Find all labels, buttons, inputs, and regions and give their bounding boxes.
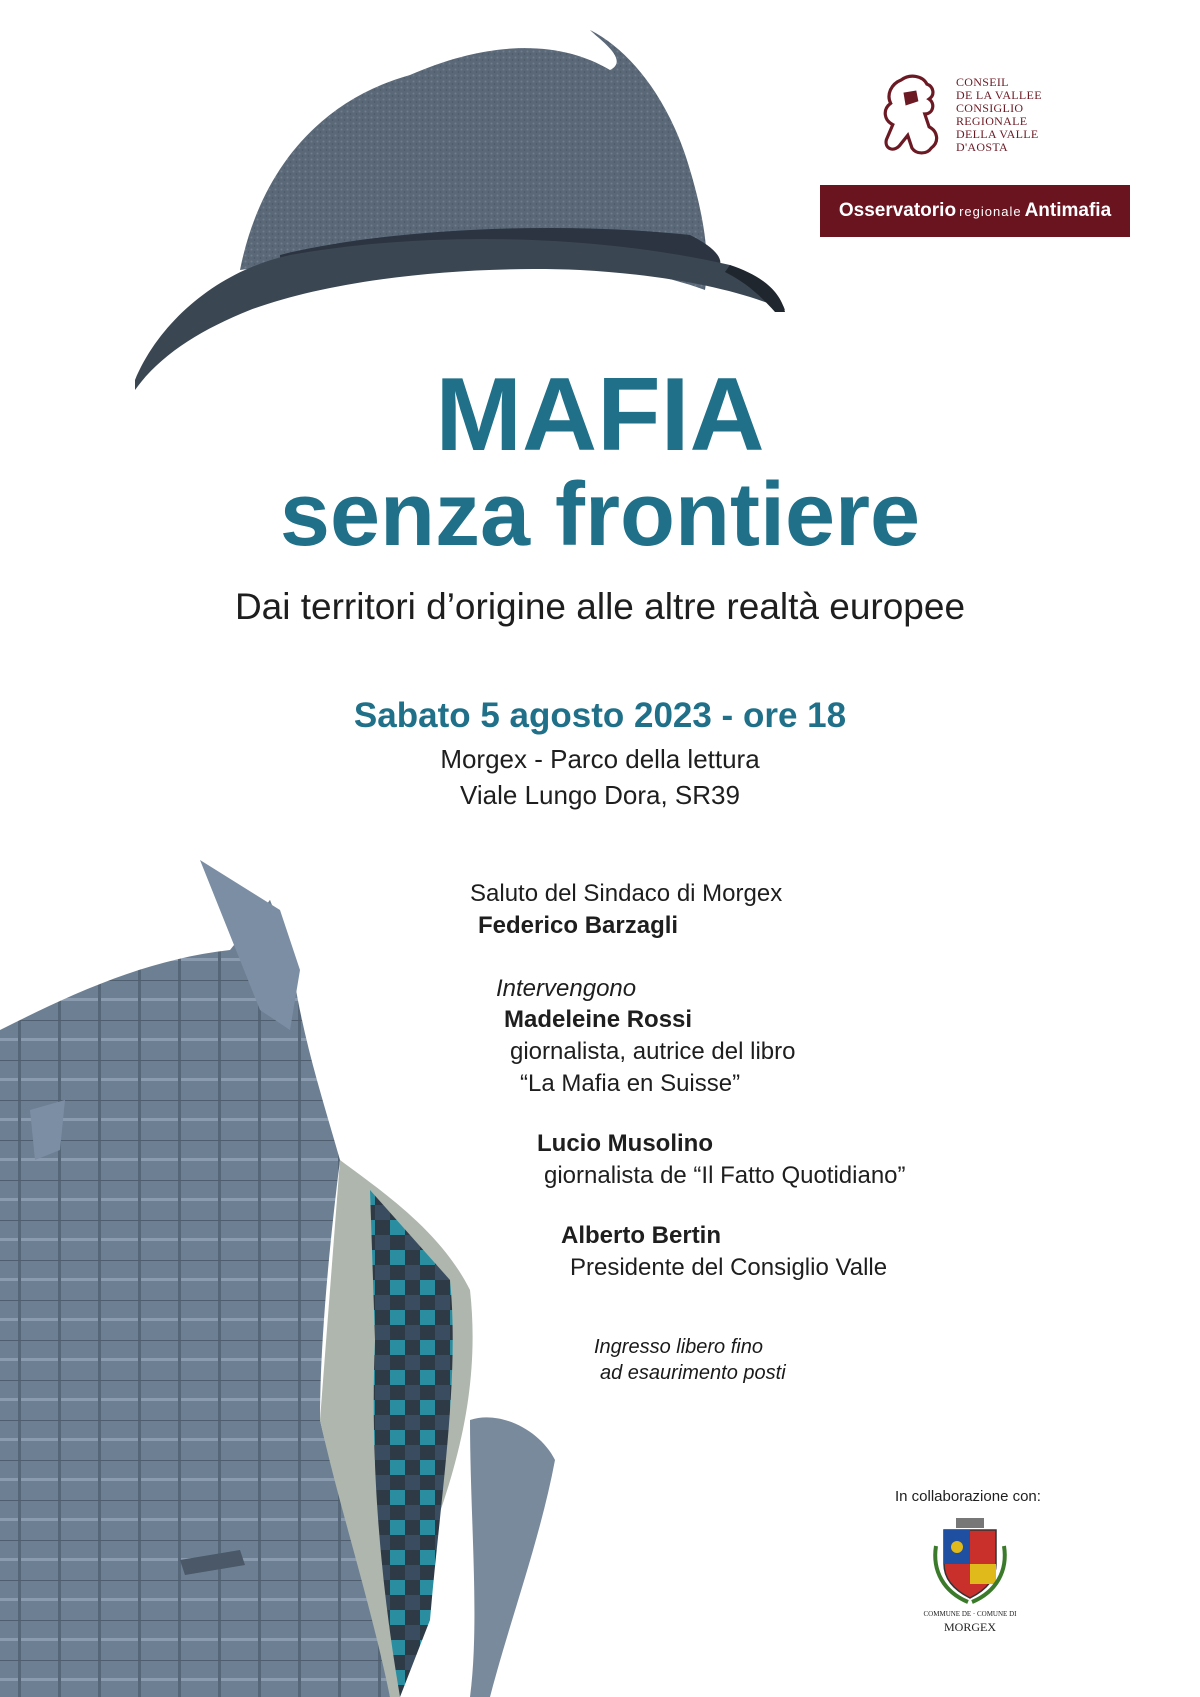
council-line-3: CONSIGLIO bbox=[956, 101, 1024, 115]
observatory-word-3: Antimafia bbox=[1024, 200, 1112, 221]
collaboration-label: In collaborazione con: bbox=[895, 1488, 1041, 1505]
speaker-3-name: Alberto Bertin bbox=[561, 1222, 722, 1249]
entry-note-line-1: Ingresso libero fino bbox=[594, 1336, 763, 1358]
crest-small-text: COMMUNE DE · COMUNE DI bbox=[923, 1610, 1017, 1618]
speaker-1-book: “La Mafia en Suisse” bbox=[520, 1070, 741, 1097]
speaker-3-role: Presidente del Consiglio Valle bbox=[570, 1254, 888, 1281]
event-date-time: Sabato 5 agosto 2023 - ore 18 bbox=[353, 696, 847, 735]
title-line-2: senza frontiere bbox=[279, 465, 921, 565]
suit-jacket-illustration bbox=[0, 860, 560, 1697]
municipal-crest-icon bbox=[930, 1516, 1010, 1606]
entry-note-line-2: ad esaurimento posti bbox=[600, 1362, 786, 1384]
council-line-4: REGIONALE bbox=[956, 114, 1028, 128]
speakers-label: Intervengono bbox=[496, 975, 637, 1002]
council-logo bbox=[880, 70, 1060, 160]
crest-name: MORGEX bbox=[943, 1620, 996, 1634]
council-line-6: D'AOSTA bbox=[956, 140, 1008, 154]
event-venue: Morgex - Parco della lettura bbox=[440, 744, 760, 774]
council-line-2: DE LA VALLEE bbox=[956, 88, 1042, 102]
council-line-1: CONSEIL bbox=[956, 75, 1009, 89]
speaker-1-name: Madeleine Rossi bbox=[504, 1006, 693, 1033]
lion-icon bbox=[880, 70, 944, 158]
council-line-5: DELLA VALLE bbox=[956, 127, 1039, 141]
speaker-1-role: giornalista, autrice del libro bbox=[510, 1038, 796, 1065]
mayor-name: Federico Barzagli bbox=[478, 912, 679, 939]
observatory-logo bbox=[820, 185, 1130, 237]
greeting-label: Saluto del Sindaco di Morgex bbox=[470, 880, 783, 907]
speaker-2-role: giornalista de “Il Fatto Quotidiano” bbox=[544, 1162, 906, 1189]
event-address: Viale Lungo Dora, SR39 bbox=[460, 780, 740, 810]
observatory-word-2: regionale bbox=[959, 203, 1022, 219]
title-line-1: MAFIA bbox=[435, 357, 765, 473]
speaker-2-name: Lucio Musolino bbox=[537, 1130, 713, 1157]
observatory-word-1: Osservatorio bbox=[838, 200, 957, 221]
subtitle: Dai territori d’origine alle altre realtà europee bbox=[234, 586, 966, 627]
